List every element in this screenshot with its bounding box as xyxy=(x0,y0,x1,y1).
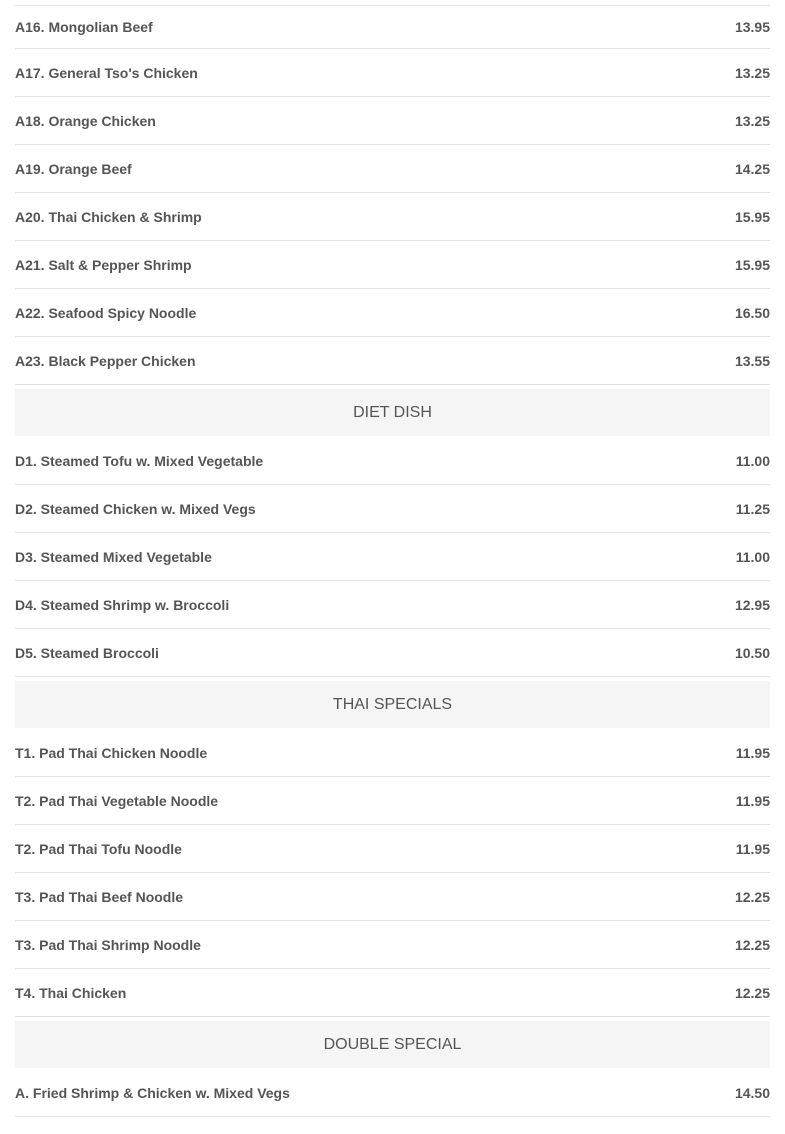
menu-item[interactable] xyxy=(15,193,770,241)
menu-item-name: T4. Thai Chicken xyxy=(15,984,127,1001)
menu-item-price: 13.55 xyxy=(734,352,770,369)
section-header-diet-dish: DIET DISH xyxy=(15,389,770,436)
menu-item[interactable] xyxy=(15,485,770,533)
menu-item-price: 13.95 xyxy=(734,19,770,35)
menu-item[interactable] xyxy=(15,825,770,873)
menu-item[interactable] xyxy=(15,729,770,777)
menu-item-name: A22. Seafood Spicy Noodle xyxy=(15,304,197,321)
menu-item-name: D3. Steamed Mixed Vegetable xyxy=(15,548,212,565)
menu-item-price: 11.95 xyxy=(735,792,770,809)
menu-item-price: 14.50 xyxy=(734,1084,770,1101)
menu-item-name: T3. Pad Thai Shrimp Noodle xyxy=(15,936,201,953)
menu-item[interactable] xyxy=(15,145,770,193)
menu-item[interactable] xyxy=(15,241,770,289)
menu-item-name: D4. Steamed Shrimp w. Broccoli xyxy=(15,596,230,613)
menu-item-price: 13.25 xyxy=(734,64,770,81)
menu-item-price: 11.25 xyxy=(735,500,770,517)
menu-item-name: T3. Pad Thai Beef Noodle xyxy=(15,888,184,905)
menu-item-name: A21. Salt & Pepper Shrimp xyxy=(15,256,192,273)
menu-item-price: 14.25 xyxy=(734,160,770,177)
menu-item-price: 12.95 xyxy=(734,596,770,613)
section-header-double-special: DOUBLE SPECIAL xyxy=(15,1021,770,1068)
menu-item[interactable] xyxy=(15,777,770,825)
menu-item[interactable] xyxy=(15,969,770,1017)
menu-item-name: T2. Pad Thai Vegetable Noodle xyxy=(15,792,219,809)
menu-item-price: 12.25 xyxy=(734,888,770,905)
menu-item-name: A20. Thai Chicken & Shrimp xyxy=(15,208,202,225)
menu-item-price: 13.25 xyxy=(734,112,770,129)
menu-item[interactable] xyxy=(15,6,770,49)
section-header-thai-specials: THAI SPECIALS xyxy=(15,681,770,728)
menu-item-name: A19. Orange Beef xyxy=(15,160,132,177)
menu-item-price: 12.25 xyxy=(734,984,770,1001)
menu-item[interactable] xyxy=(15,921,770,969)
menu-item[interactable] xyxy=(15,533,770,581)
menu-item[interactable] xyxy=(15,97,770,145)
menu-item[interactable] xyxy=(15,289,770,337)
menu-list xyxy=(15,0,770,1117)
menu-item-name: A18. Orange Chicken xyxy=(15,112,156,129)
menu-item-name: D2. Steamed Chicken w. Mixed Vegs xyxy=(15,500,256,517)
menu-item-price: 11.00 xyxy=(735,548,770,565)
menu-item[interactable] xyxy=(15,629,770,677)
menu-item[interactable] xyxy=(15,1069,770,1117)
menu-item-name: A. Fried Shrimp & Chicken w. Mixed Vegs xyxy=(15,1084,290,1101)
menu-item[interactable] xyxy=(15,49,770,97)
menu-item-price: 12.25 xyxy=(734,936,770,953)
menu-item-price: 15.95 xyxy=(734,256,770,273)
menu-item[interactable] xyxy=(15,437,770,485)
menu-item[interactable] xyxy=(15,337,770,385)
menu-item-price: 11.95 xyxy=(735,840,770,857)
menu-item-name: A23. Black Pepper Chicken xyxy=(15,352,196,369)
menu-item-price: 15.95 xyxy=(734,208,770,225)
menu-item-price: 11.00 xyxy=(735,452,770,469)
menu-item[interactable] xyxy=(15,581,770,629)
menu-item[interactable] xyxy=(15,873,770,921)
menu-item-name: D1. Steamed Tofu w. Mixed Vegetable xyxy=(15,452,264,469)
menu-item-price: 10.50 xyxy=(734,644,770,661)
menu-item-price: 11.95 xyxy=(735,744,770,761)
menu-item-name: A16. Mongolian Beef xyxy=(15,19,153,35)
menu-item-price: 16.50 xyxy=(734,304,770,321)
menu-item-name: T1. Pad Thai Chicken Noodle xyxy=(15,744,208,761)
menu-item-name: A17. General Tso's Chicken xyxy=(15,64,198,81)
menu-item-name: D5. Steamed Broccoli xyxy=(15,644,159,661)
menu-item-name: T2. Pad Thai Tofu Noodle xyxy=(15,840,182,857)
